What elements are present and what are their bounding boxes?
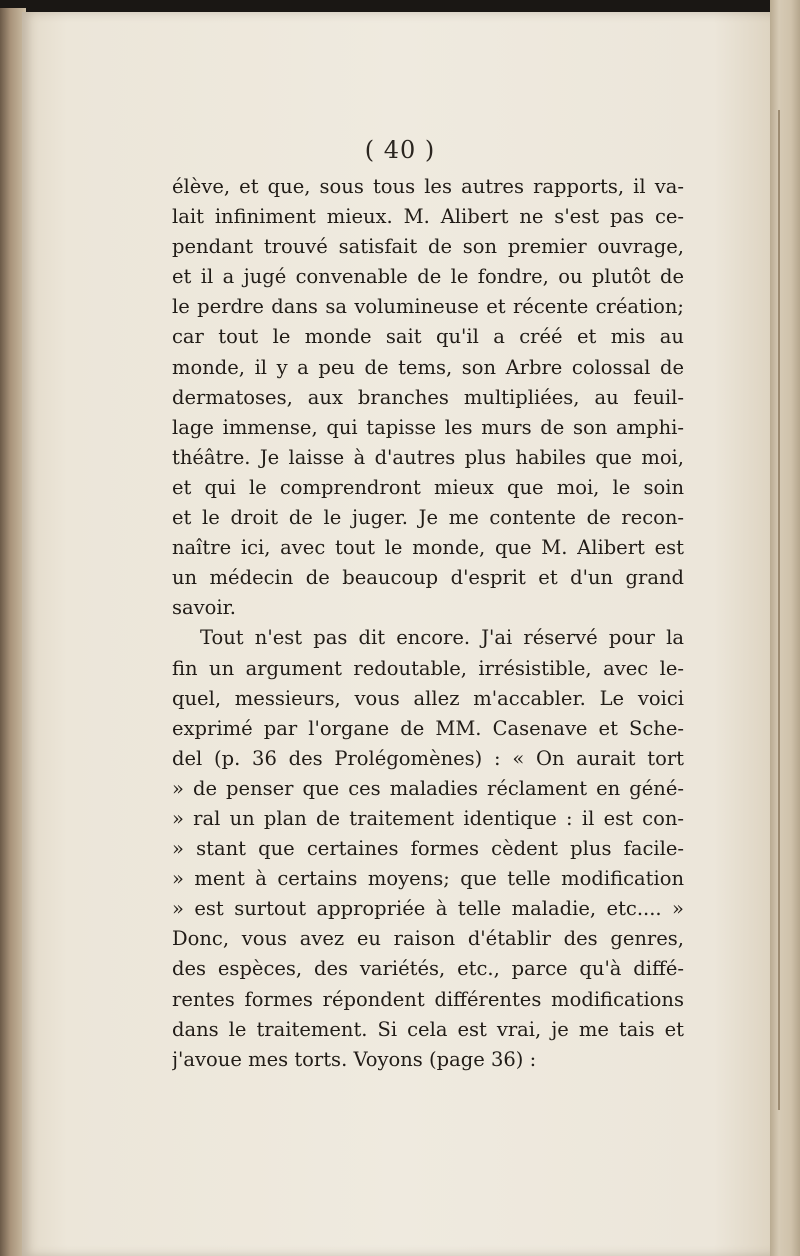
text-line: théâtre. Je laisse à d'autres plus habiles que moi, xyxy=(172,445,684,469)
text-line: Donc, vous avez eu raison d'établir des genres, xyxy=(172,927,684,951)
text-line: j'avoue mes torts. Voyons (page 36) : xyxy=(172,1047,537,1071)
text-line: pendant trouvé satisfait de son premier ouvrage, xyxy=(172,235,684,259)
text-line: Tout n'est pas dit encore. J'ai réservé pour la xyxy=(200,626,684,650)
text-line: le perdre dans sa volumineuse et récente création; xyxy=(172,295,684,319)
text-line: » ment à certains moyens; que telle modification xyxy=(172,867,684,891)
text-line: et le droit de le juger. Je me contente de recon- xyxy=(172,506,684,530)
facing-page-edge xyxy=(770,0,800,1256)
text-line: exprimé par l'organe de MM. Casenave et Sche- xyxy=(172,716,684,740)
text-line: » est surtout appropriée à telle maladie, etc.... » xyxy=(172,897,684,921)
text-line: car tout le monde sait qu'il a créé et mis au xyxy=(172,325,684,349)
text-line: savoir. xyxy=(172,596,237,620)
text-line: » stant que certaines formes cèdent plus facile- xyxy=(172,837,684,861)
paragraph-2 xyxy=(172,623,684,1074)
page-text xyxy=(172,172,684,1075)
text-line: » ral un plan de traitement identique : il est con- xyxy=(172,806,684,830)
text-line: dermatoses, aux branches multipliées, au feuil- xyxy=(172,385,684,409)
page-number: ( 40 ) xyxy=(364,136,436,164)
text-line: dans le traitement. Si cela est vrai, je me tais et xyxy=(172,1017,684,1041)
text-line: lage immense, qui tapisse les murs de son amphi- xyxy=(172,415,684,439)
scan-top-border xyxy=(0,0,800,12)
text-line: del (p. 36 des Prolégomènes) : « On aurait tort xyxy=(172,746,684,770)
text-line: et il a jugé convenable de le fondre, ou plutôt de xyxy=(172,265,684,289)
text-line: naître ici, avec tout le monde, que M. Alibert est xyxy=(172,536,684,560)
text-line: lait infiniment mieux. M. Alibert ne s'est pas ce- xyxy=(172,205,684,229)
text-line: » de penser que ces maladies réclament en géné- xyxy=(172,776,684,800)
text-line: élève, et que, sous tous les autres rapports, il va- xyxy=(172,175,684,198)
text-line: et qui le comprendront mieux que moi, le soin xyxy=(172,475,684,499)
text-line: fin un argument redoutable, irrésistible, avec le- xyxy=(172,656,684,680)
text-line: des espèces, des variétés, etc., parce qu'à diffé- xyxy=(172,957,684,981)
text-line: quel, messieurs, vous allez m'accabler. Le voici xyxy=(172,686,684,710)
text-line: monde, il y a peu de tems, son Arbre colossal de xyxy=(172,355,684,379)
text-line: un médecin de beaucoup d'esprit et d'un grand xyxy=(172,566,684,590)
paragraph-1 xyxy=(172,172,684,623)
text-line: rentes formes répondent différentes modifications xyxy=(172,987,684,1011)
